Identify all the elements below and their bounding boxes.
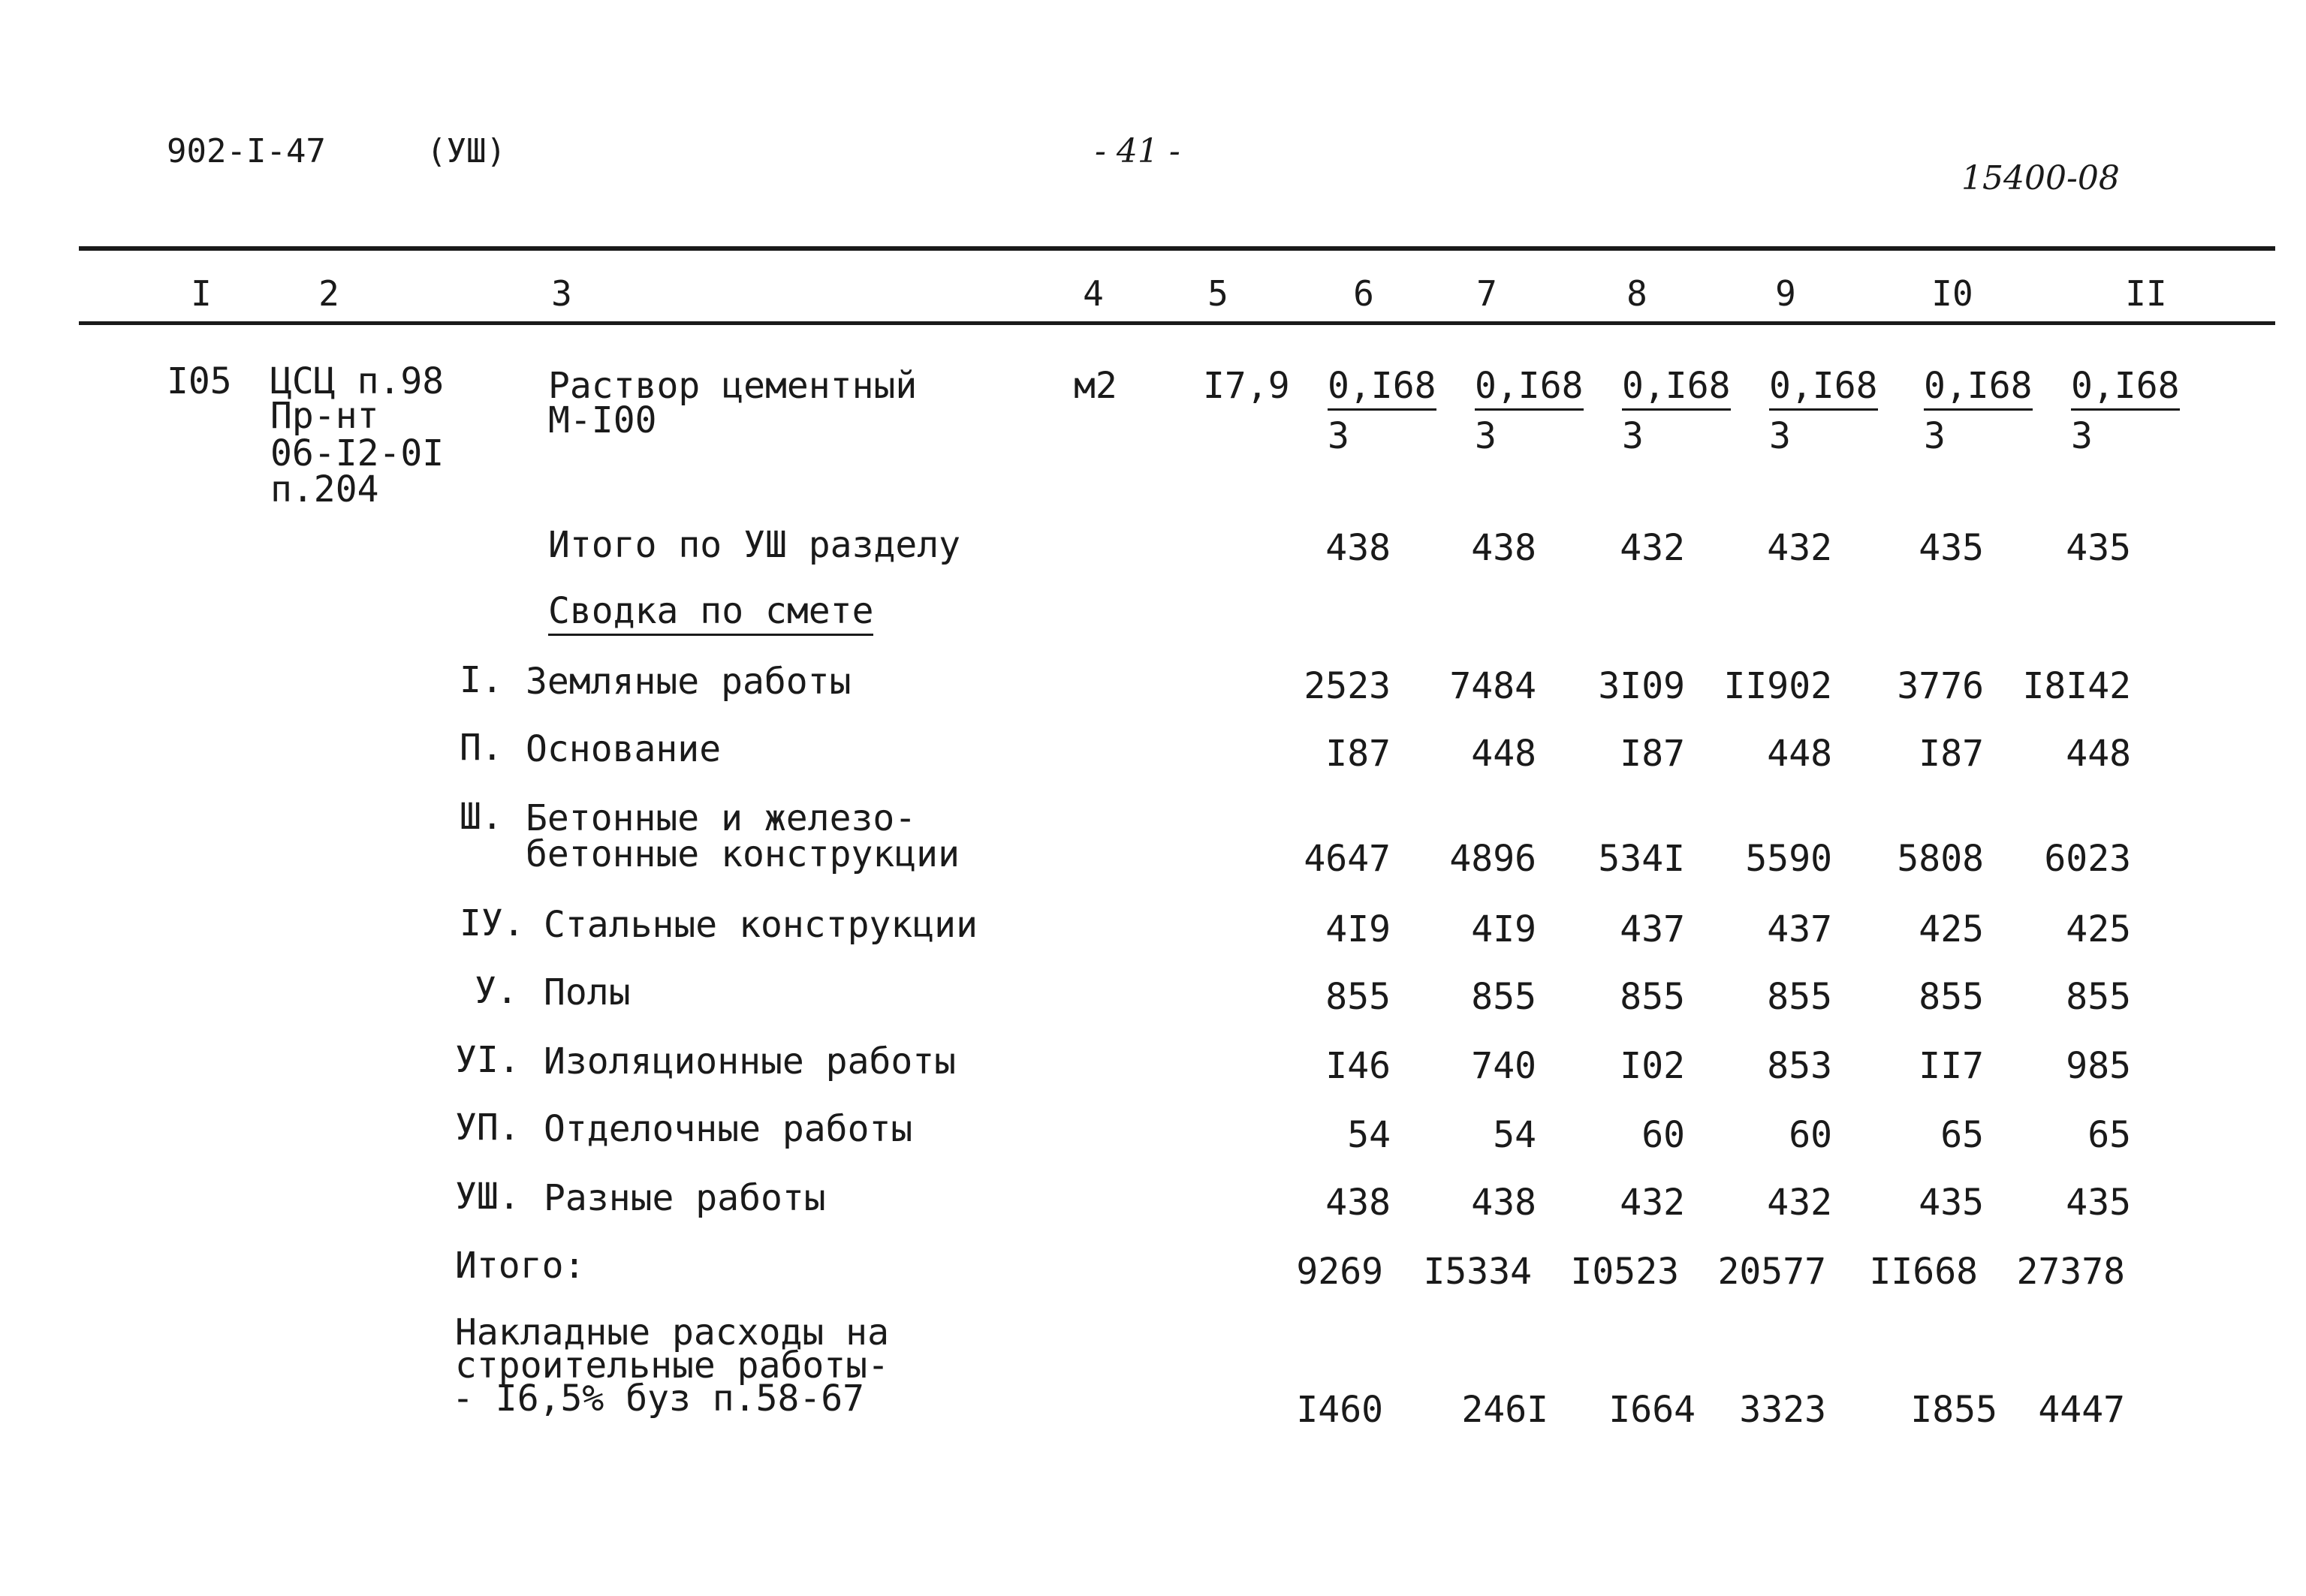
summary-value: 54 <box>1347 1114 1391 1156</box>
item-name-line-1: Раствор цементный <box>548 365 918 407</box>
item-reference-line-4: п.204 <box>270 468 379 510</box>
total-label: Итого: <box>455 1245 586 1287</box>
summary-value: 740 <box>1471 1045 1536 1087</box>
section-total-col-6: 438 <box>1325 527 1391 569</box>
overhead-label-line-3: - I6,5% буз п.58-67 <box>452 1378 865 1420</box>
doc-number: 15400-08 <box>1961 159 2120 197</box>
summary-value: 855 <box>1471 976 1536 1018</box>
summary-value: I87 <box>1620 733 1685 775</box>
section-total-col-10: 435 <box>1919 527 1984 569</box>
col-header-5: 5 <box>1207 273 1228 314</box>
summary-value: 855 <box>1620 976 1685 1018</box>
item-value-col-9 <box>1769 365 1878 457</box>
item-value-col-6 <box>1328 365 1436 457</box>
summary-value: 3776 <box>1897 665 1984 707</box>
summary-value: II7 <box>1919 1045 1984 1087</box>
fraction-bottom: 3 <box>1622 415 1644 457</box>
summary-value: I46 <box>1325 1045 1391 1087</box>
summary-row-number: УI. <box>455 1039 520 1081</box>
summary-value: 432 <box>1767 1182 1832 1224</box>
summary-row-number: Ш. <box>460 796 503 838</box>
summary-row-number: У. <box>475 970 518 1012</box>
page-number: - 41 - <box>1095 132 1180 170</box>
col-header-7: 7 <box>1476 273 1497 314</box>
overhead-value: 246I <box>1461 1389 1548 1431</box>
total-value: II668 <box>1869 1251 1978 1293</box>
summary-value: 438 <box>1325 1182 1391 1224</box>
summary-value: 4I9 <box>1325 908 1391 950</box>
fraction-bottom: 3 <box>1328 415 1349 457</box>
summary-value: 448 <box>1767 733 1832 775</box>
col-header-6: 6 <box>1353 273 1374 314</box>
summary-value: I87 <box>1325 733 1391 775</box>
total-value: 27378 <box>2016 1251 2125 1293</box>
total-value: 20577 <box>1717 1251 1826 1293</box>
header-bottom-rule <box>79 321 2275 325</box>
summary-value: 3I09 <box>1598 665 1685 707</box>
section-total-label: Итого по УШ разделу <box>548 524 961 566</box>
item-value-col-10 <box>1924 365 2033 457</box>
summary-value: 54 <box>1493 1114 1536 1156</box>
item-number: I05 <box>167 360 232 402</box>
fraction-bottom: 3 <box>1475 415 1497 457</box>
summary-value: 425 <box>1919 908 1984 950</box>
summary-row-number: УШ. <box>455 1176 520 1218</box>
item-reference-line-2: Пр-нт <box>270 395 379 437</box>
overhead-value: 4447 <box>2038 1389 2125 1431</box>
item-value-col-11 <box>2071 365 2180 457</box>
top-rule <box>79 246 2275 251</box>
total-value: I0523 <box>1570 1251 1679 1293</box>
summary-value: I02 <box>1620 1045 1685 1087</box>
col-header-1: I <box>191 273 212 314</box>
summary-value: 425 <box>2066 908 2131 950</box>
item-value-col-8 <box>1622 365 1731 457</box>
item-price: I7,9 <box>1203 365 1290 407</box>
summary-row-label: Основание <box>526 728 722 770</box>
item-reference-line-1: ЦСЦ п.98 <box>270 360 445 402</box>
summary-value: 4647 <box>1304 838 1391 880</box>
summary-value: 853 <box>1767 1045 1832 1087</box>
summary-value: 438 <box>1471 1182 1536 1224</box>
col-header-9: 9 <box>1775 273 1796 314</box>
summary-value: 60 <box>1641 1114 1685 1156</box>
summary-value: 6023 <box>2044 838 2131 880</box>
section-code: (УШ) <box>427 132 506 170</box>
summary-title-text: Сводка по смете <box>548 590 873 636</box>
summary-value: 437 <box>1767 908 1832 950</box>
summary-value: 534I <box>1598 838 1685 880</box>
summary-row-number: I. <box>460 659 503 701</box>
overhead-value: 3323 <box>1739 1389 1826 1431</box>
summary-row-label: Полы <box>544 971 631 1013</box>
summary-value: 435 <box>2066 1182 2131 1224</box>
summary-value: 65 <box>1940 1114 1984 1156</box>
total-value: 9269 <box>1296 1251 1383 1293</box>
summary-row-label: Стальные конструкции <box>544 904 978 946</box>
item-unit: м2 <box>1074 365 1117 407</box>
summary-row-label-line-2: бетонные конструкции <box>526 833 960 875</box>
summary-row-label: Изоляционные работы <box>544 1040 957 1083</box>
summary-value: 437 <box>1620 908 1685 950</box>
col-header-8: 8 <box>1626 273 1647 314</box>
col-header-4: 4 <box>1083 273 1104 314</box>
summary-value: 4I9 <box>1471 908 1536 950</box>
total-value: I5334 <box>1423 1251 1532 1293</box>
summary-value: 4896 <box>1449 838 1536 880</box>
summary-title <box>548 590 874 632</box>
item-value-col-7 <box>1475 365 1584 457</box>
section-total-col-11: 435 <box>2066 527 2131 569</box>
section-total-col-9: 432 <box>1767 527 1832 569</box>
fraction-bottom: 3 <box>2071 415 2093 457</box>
overhead-value: I855 <box>1910 1389 1997 1431</box>
summary-row-label: Земляные работы <box>526 661 852 703</box>
summary-value: 7484 <box>1449 665 1536 707</box>
summary-value: 855 <box>1767 976 1832 1018</box>
summary-value: 855 <box>1919 976 1984 1018</box>
summary-value: I87 <box>1919 733 1984 775</box>
summary-row-number: УП. <box>455 1107 520 1149</box>
summary-row-label: Отделочные работы <box>544 1108 913 1150</box>
section-total-col-8: 432 <box>1620 527 1685 569</box>
overhead-value: I460 <box>1296 1389 1383 1431</box>
summary-value: 60 <box>1789 1114 1832 1156</box>
fraction-top: 0,I68 <box>2071 365 2180 411</box>
summary-row-label-line-1: Бетонные и железо- <box>526 797 917 839</box>
item-name-line-2: М-I00 <box>548 399 657 441</box>
summary-value: 2523 <box>1304 665 1391 707</box>
summary-row-number: IУ. <box>460 902 525 944</box>
fraction-top: 0,I68 <box>1328 365 1436 411</box>
summary-value: 985 <box>2066 1045 2131 1087</box>
overhead-value: I664 <box>1608 1389 1696 1431</box>
summary-row-label: Разные работы <box>544 1177 826 1219</box>
fraction-top: 0,I68 <box>1475 365 1584 411</box>
summary-value: 5590 <box>1745 838 1832 880</box>
summary-value: 65 <box>2087 1114 2131 1156</box>
col-header-3: 3 <box>551 273 572 314</box>
summary-value: 855 <box>1325 976 1391 1018</box>
summary-value: I8I42 <box>2022 665 2131 707</box>
col-header-11: II <box>2125 273 2167 314</box>
section-total-col-7: 438 <box>1471 527 1536 569</box>
col-header-10: I0 <box>1931 273 1973 314</box>
item-reference-line-3: 06-I2-0I <box>270 432 445 474</box>
summary-value: 855 <box>2066 976 2131 1018</box>
summary-value: II902 <box>1723 665 1832 707</box>
fraction-top: 0,I68 <box>1622 365 1731 411</box>
overhead-label-line-1: Накладные расходы на <box>455 1311 889 1354</box>
fraction-bottom: 3 <box>1769 415 1791 457</box>
summary-value: 448 <box>1471 733 1536 775</box>
overhead-label-line-2: строительные работы- <box>455 1345 889 1387</box>
summary-value: 448 <box>2066 733 2131 775</box>
fraction-top: 0,I68 <box>1924 365 2033 411</box>
document-code: 902-I-47 <box>167 132 326 170</box>
fraction-bottom: 3 <box>1924 415 1946 457</box>
col-header-2: 2 <box>318 273 339 314</box>
summary-value: 435 <box>1919 1182 1984 1224</box>
summary-value: 5808 <box>1897 838 1984 880</box>
summary-value: 432 <box>1620 1182 1685 1224</box>
summary-row-number: П. <box>460 727 503 769</box>
fraction-top: 0,I68 <box>1769 365 1878 411</box>
